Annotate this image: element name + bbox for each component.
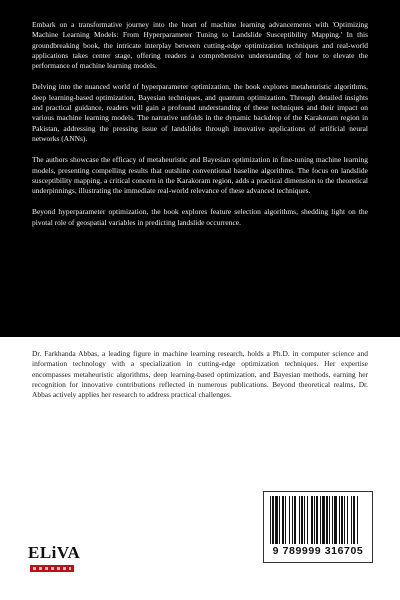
description-paragraph-4: Beyond hyperparameter optimization, the book explores feature selection algorithms, shedding light on the pivotal role of geospatial variables in predicting landslide occurrence. <box>32 207 368 227</box>
barcode-bar <box>307 496 308 544</box>
barcode-bar <box>299 496 300 544</box>
publisher-logo-text: ELiVA <box>28 543 81 562</box>
barcode-bar <box>326 496 328 544</box>
barcode-bar <box>301 496 303 544</box>
publisher-logo-pattern <box>32 566 72 571</box>
barcode-bar <box>285 496 286 544</box>
author-bio: Dr. Farkhanda Abbas, a leading figure in machine learning research, holds a Ph.D. in computer science and information technology with a specialization in cutting-edge optimization techniques. Her expertise encompasses metaheuristic algorithms, deep learning-based optimization, and Bayesian methods, earning her recognition for innovative contributions reflected in numerous publications. Beyond theoretical realms, Dr. Abbas actively applies her research to address practical challenges. <box>32 349 368 400</box>
description-paragraph-3: The authors showcase the efficacy of metaheuristic and Bayesian optimization in fine-tuning machine learning models, presenting compelling results that outshine conventional baseline algorithms. The focus on landslide susceptibility mapping, a critical concern in the Karakoram region, adds a practical dimension to the theoretical underpinnings, illustrating the immediate real-world relevance of these advanced techniques. <box>32 155 368 196</box>
barcode-bar <box>353 496 355 544</box>
barcode-bar <box>282 496 284 544</box>
barcode-bar <box>322 496 325 544</box>
barcode-bar <box>344 496 345 544</box>
description-paragraph-2: Delving into the nuanced world of hyperparameter optimization, the book explores metaheuristic algorithms, deep learning-based optimization, Bayesian techniques, and quantum optimization. Through detailed insights and practical guidance, readers will gain a profound understanding of these techniques and their impact on various machine learning models. The narrative unfolds in the dynamic backdrop of the Karakoram region in Pakistan, addressing the pressing issue of landslides through innovative applications of artificial neural networks (ANNs). <box>32 82 368 143</box>
barcode-bar <box>275 496 278 544</box>
barcode-bar <box>332 496 333 544</box>
isbn-barcode <box>263 491 373 563</box>
barcode-bar <box>311 496 313 544</box>
barcode-bar <box>347 496 348 544</box>
barcode-bar <box>270 496 271 544</box>
barcode-bar <box>320 496 321 544</box>
barcode-bar <box>294 496 296 544</box>
barcode-bar <box>316 496 318 544</box>
barcode-bar <box>314 496 315 544</box>
description-text <box>32 20 368 239</box>
barcode-bar <box>279 496 280 544</box>
barcode-bar <box>289 496 290 544</box>
barcode-bar <box>341 496 343 544</box>
barcode-bar <box>339 496 340 544</box>
barcode-bar <box>329 496 330 544</box>
barcode-bar <box>272 496 274 544</box>
barcode-bar <box>292 496 293 544</box>
isbn-number: 9 789999 316705 <box>272 545 364 557</box>
barcode-bar <box>351 496 352 544</box>
barcode-bar <box>304 496 305 544</box>
barcode-bar <box>334 496 337 544</box>
barcode-bar <box>357 496 358 544</box>
description-paragraph-1: Embark on a transformative journey into the heart of machine learning advancements with 'Optimizing Machine Learning Models: From Hyperparameter Tuning to Landslide Susceptibility Mapping.' In this groundbreaking book, the intricate interplay between cutting-edge optimization techniques and real-world applications takes center stage, offering readers a comprehensive understanding of how to elevate the performance of machine learning models. <box>32 20 368 71</box>
author-panel <box>0 337 400 600</box>
publisher-logo <box>28 543 81 583</box>
barcode-bars <box>270 496 366 544</box>
